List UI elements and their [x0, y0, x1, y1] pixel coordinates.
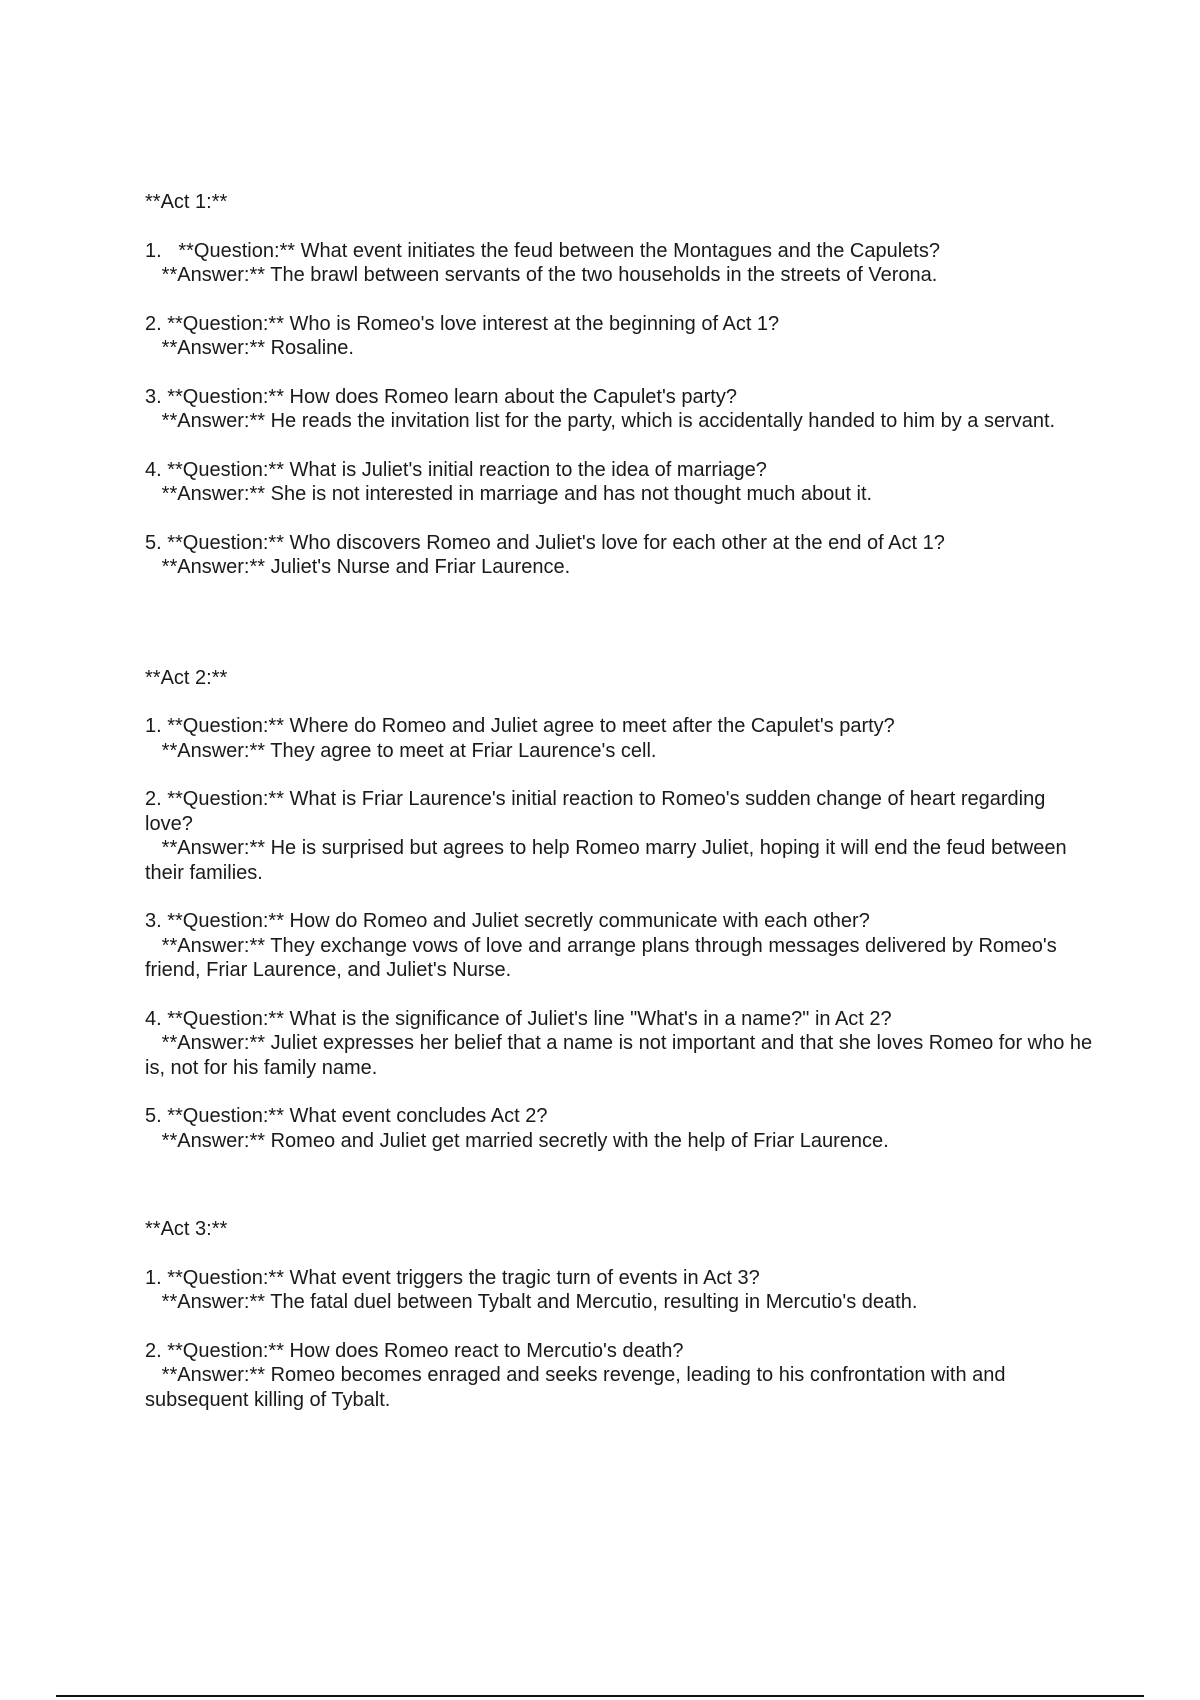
qa-item	[145, 1266, 1095, 1315]
question-text: 3. **Question:** How does Romeo learn about the Capulet's party?	[145, 385, 737, 408]
answer-text: **Answer:** She is not interested in marriage and has not thought much about it.	[145, 483, 873, 505]
qa-item	[145, 312, 1095, 361]
act-3-section	[145, 1217, 1095, 1412]
document-body	[145, 190, 1098, 1436]
qa-item	[145, 1104, 1095, 1153]
qa-item	[145, 385, 1095, 434]
qa-item	[145, 531, 1095, 580]
question-text: 4. **Question:** What is the significance of Juliet's line "What's in a name?" in Act 2?	[145, 1007, 892, 1030]
qa-item	[145, 239, 1095, 288]
qa-item	[145, 1339, 1095, 1413]
question-text: 1. **Question:** What event initiates the feud between the Montagues and the Capulets?	[145, 239, 940, 262]
question-text: 5. **Question:** What event concludes Act 2?	[145, 1105, 548, 1127]
question-text: 3. **Question:** How do Romeo and Juliet secretly communicate with each other?	[145, 910, 870, 932]
answer-text: **Answer:** They agree to meet at Friar Laurence's cell.	[145, 739, 657, 762]
answer-text: **Answer:** The brawl between servants of the two households in the streets of Verona.	[145, 264, 938, 286]
answer-text: **Answer:** Romeo becomes enraged and seeks revenge, leading to his confrontation with and subsequent killing of Tybalt.	[145, 1364, 1012, 1411]
act-1-section	[145, 190, 1095, 580]
act-2-section	[145, 666, 1098, 1154]
question-text: 2. **Question:** What is Friar Laurence's initial reaction to Romeo's sudden change of heart regarding love?	[145, 788, 1051, 835]
question-text: 1. **Question:** What event triggers the tragic turn of events in Act 3?	[145, 1266, 760, 1289]
act-2-heading: **Act 2:**	[145, 666, 228, 689]
qa-item	[145, 714, 1095, 763]
answer-text: **Answer:** He reads the invitation list for the party, which is accidentally handed to him by a servant.	[145, 410, 1056, 432]
answer-text: **Answer:** Juliet expresses her belief that a name is not important and that she loves Romeo for who he is, not for his family name.	[145, 1032, 1098, 1079]
answer-text: **Answer:** They exchange vows of love and arrange plans through messages delivered by Romeo's friend, Friar Laurence, and Juliet's Nurse.	[145, 934, 1063, 981]
qa-item	[145, 909, 1095, 983]
qa-item	[145, 1007, 1098, 1081]
question-text: 4. **Question:** What is Juliet's initial reaction to the idea of marriage?	[145, 458, 767, 481]
answer-text: **Answer:** He is surprised but agrees to help Romeo marry Juliet, hoping it will end the feud between their families.	[145, 837, 1073, 884]
act-3-heading: **Act 3:**	[145, 1218, 228, 1240]
question-text: 5. **Question:** Who discovers Romeo and Juliet's love for each other at the end of Act 1?	[145, 531, 945, 554]
answer-text: **Answer:** Romeo and Juliet get married secretly with the help of Friar Laurence.	[145, 1129, 889, 1152]
answer-text: **Answer:** Juliet's Nurse and Friar Laurence.	[145, 556, 571, 578]
question-text: 2. **Question:** Who is Romeo's love interest at the beginning of Act 1?	[145, 312, 780, 335]
bottom-divider	[56, 1695, 1144, 1697]
qa-item	[145, 787, 1095, 885]
question-text: 2. **Question:** How does Romeo react to Mercutio's death?	[145, 1339, 684, 1362]
question-text: 1. **Question:** Where do Romeo and Juliet agree to meet after the Capulet's party?	[145, 715, 895, 737]
act-1-heading: **Act 1:**	[145, 191, 228, 213]
answer-text: **Answer:** Rosaline.	[145, 337, 354, 359]
answer-text: **Answer:** The fatal duel between Tybalt and Mercutio, resulting in Mercutio's death.	[145, 1291, 918, 1313]
qa-item	[145, 458, 1095, 507]
